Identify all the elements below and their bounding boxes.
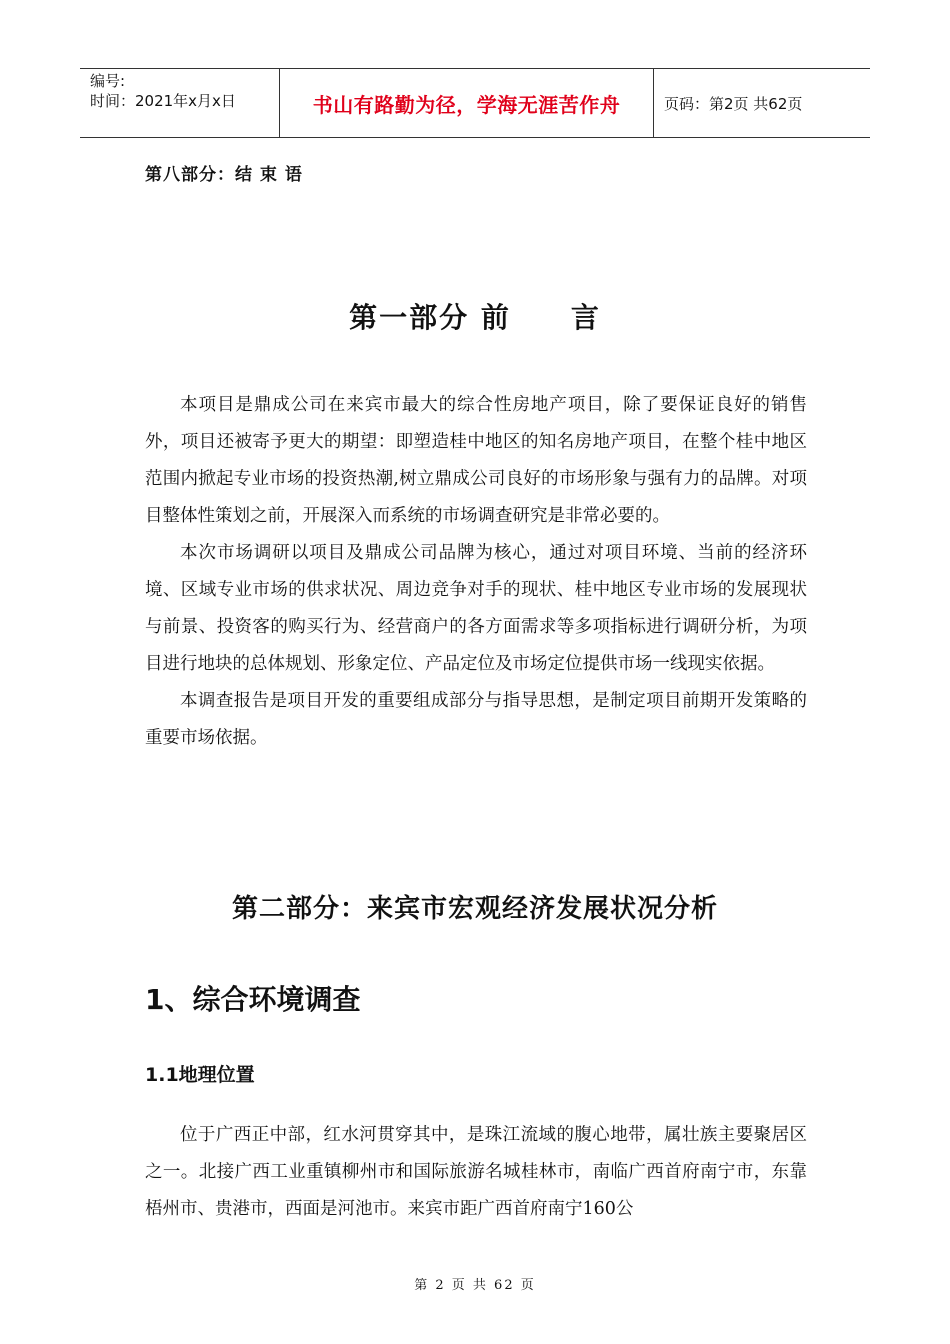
page-header [80,68,870,138]
geography-paragraph: 位于广西正中部，红水河贯穿其中，是珠江流域的腹心地带，属壮族主要聚居区之一。北接广西工业重镇柳州市和国际旅游名城桂林市，南临广西首府南宁市，东靠梧州市、贵港市，西面是河池市。来宾市距广西首府南宁160公 [145,1125,807,1219]
geography-body [145,1117,807,1228]
document-date: 时间：2021年x月x日 [90,92,236,110]
header-page-info: 页码：第2页 共62页 [664,94,803,113]
document-number-label: 编号: [90,72,126,90]
preface-body [145,387,807,757]
preface-paragraph-3: 本调查报告是项目开发的重要组成部分与指导思想，是制定项目前期开发策略的重要市场依据。 [145,691,807,748]
header-meta [80,69,280,137]
header-motto: 书山有路勤为径，学海无涯苦作舟 [280,69,654,137]
preface-paragraph-2: 本次市场调研以项目及鼎成公司品牌为核心，通过对项目环境、当前的经济环境、区域专业市场的供求状况、周边竞争对手的现状、桂中地区专业市场的发展现状与前景、投资客的购买行为、经营商户的各方面需求等多项指标进行调研分析，为项目进行地块的总体规划、形象定位、产品定位及市场定位提供市场一线现实依据。 [145,543,807,674]
section-heading: 1、综合环境调查 [145,983,361,1016]
preface-heading: 第一部分 前 言 [349,301,601,334]
part2-heading: 第二部分：来宾市宏观经济发展状况分析 [231,894,718,924]
preface-paragraph-1: 本项目是鼎成公司在来宾市最大的综合性房地产项目，除了要保证良好的销售外，项目还被寄予更大的期望：即塑造桂中地区的知名房地产项目，在整个桂中地区范围内掀起专业市场的投资热潮,树立鼎成公司良好的市场形象与强有力的品牌。对项目整体性策划之前，开展深入而系统的市场调查研究是非常必要的。 [145,395,807,526]
subsection-heading: 1.1地理位置 [145,1064,255,1086]
page-footer: 第 2 页 共 62 页 [414,1278,536,1293]
toc-tail-entry: 第八部分：结 束 语 [145,165,303,185]
